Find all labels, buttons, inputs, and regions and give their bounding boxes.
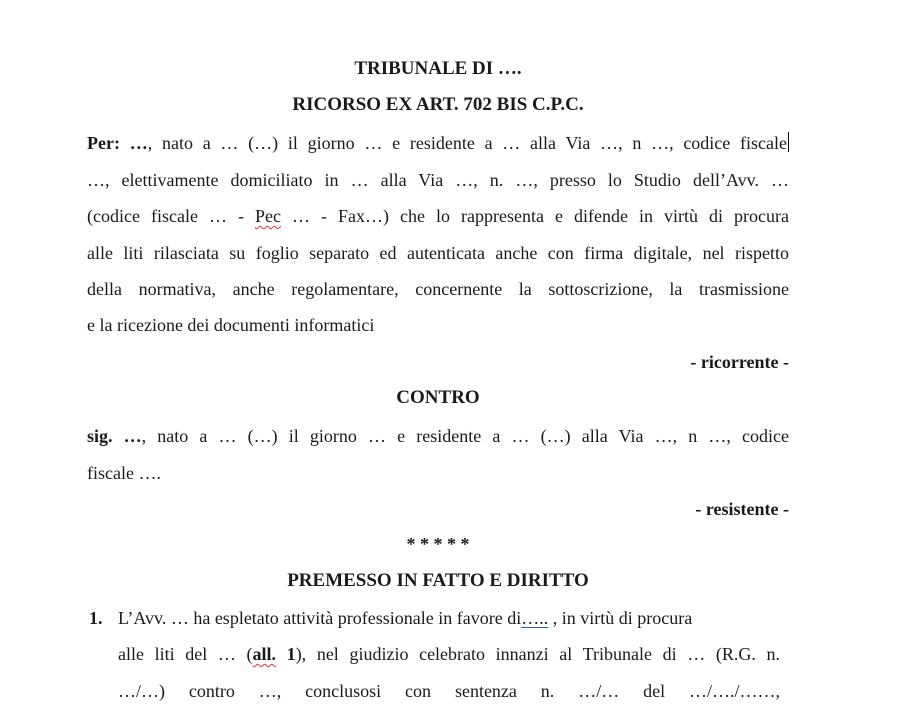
item-1-line-2-a: alle liti del … ( [118, 644, 253, 664]
court-title: TRIBUNALE DI …. [354, 58, 522, 79]
text-cursor [788, 132, 789, 152]
attachment-number: 1 [276, 644, 296, 664]
resistente-line-2[interactable]: fiscale …. [87, 463, 161, 483]
resistente-line-1[interactable] [87, 424, 789, 448]
ricorrente-line-3[interactable] [87, 204, 789, 228]
ricorrente-line-1[interactable] [87, 131, 789, 155]
ricorrente-line-6[interactable]: e la ricezione dei documenti informatici [87, 315, 375, 335]
ricorrente-line-2[interactable]: …, elettivamente domiciliato in … alla Via …, n. …, presso lo Studio dell’Avv. … [87, 170, 789, 190]
spellcheck-word-all[interactable]: all. [252, 644, 277, 664]
spellcheck-word-pec[interactable]: Pec [254, 206, 281, 226]
document-title: RICORSO EX ART. 702 BIS C.P.C. [292, 94, 584, 115]
ricorrente-name: Per: … [87, 133, 148, 153]
ricorrente-line-5[interactable]: della normativa, anche regolamentare, concernente la sottoscrizione, la trasmissione [87, 279, 789, 299]
resistente-name: sig. … [87, 426, 142, 446]
list-item-number: 1. [89, 608, 103, 628]
ricorrente-line-3-b: … - Fax…) che lo rappresenta e difende in virtù di procura [280, 206, 789, 226]
separator: * * * * * [406, 534, 470, 554]
item-1-line-2-b: ), nel giudizio celebrato innanzi al Tribunale di … (R.G. n. [295, 644, 780, 664]
item-1-line-3[interactable]: …/…) contro …, conclusosi con sentenza n. …/… del …/…./……, [118, 681, 780, 701]
contro-heading: CONTRO [396, 387, 480, 408]
item-1-line-2[interactable] [118, 642, 780, 666]
item-1-line-1[interactable] [118, 606, 780, 630]
resistente-role: - resistente - [695, 499, 789, 519]
section-title: PREMESSO IN FATTO E DIRITTO [287, 570, 589, 591]
item-1-line-1-a: L’Avv. … ha espletato attività professionale in favore di [118, 608, 522, 628]
ricorrente-line-3-a: (codice fiscale … - [87, 206, 255, 226]
item-1-line-1-b: , in virtù di procura [548, 608, 693, 628]
ricorrente-line-1-text: , nato a … (…) il giorno … e residente a … alla Via …, n …, codice fiscale [147, 133, 787, 153]
item-1-placeholder[interactable]: ….. [521, 608, 549, 628]
ricorrente-line-4[interactable]: alle liti rilasciata su foglio separato ed autenticata anche con firma digitale, nel rispetto [87, 243, 789, 263]
ricorrente-role: - ricorrente - [690, 352, 789, 372]
resistente-line-1-text: , nato a … (…) il giorno … e residente a … (…) alla Via …, n …, codice [141, 426, 789, 446]
